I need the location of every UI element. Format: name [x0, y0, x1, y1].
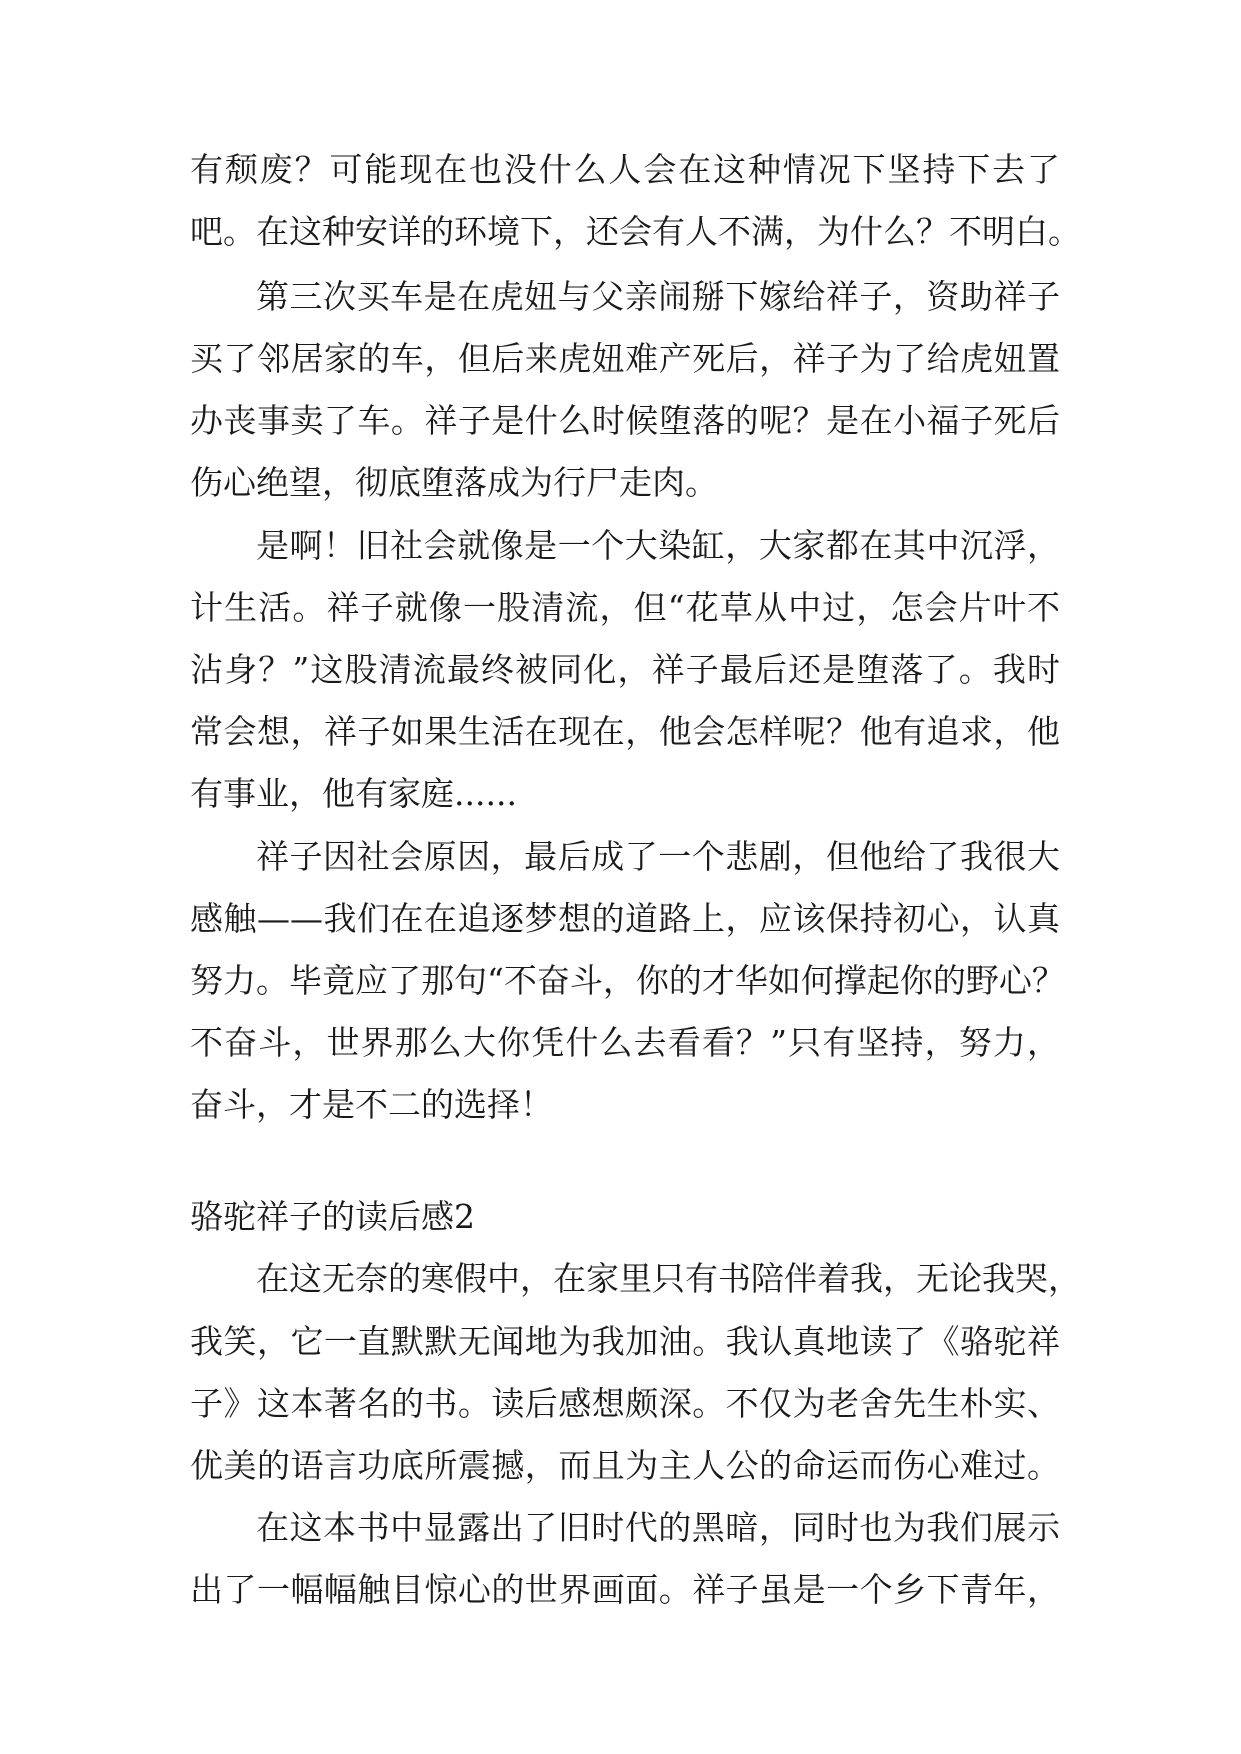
text-line: 计生活。祥子就像一股清流，但“花草从中过，怎会片叶不: [190, 588, 1060, 627]
text-line: 努力。毕竟应了那句“不奋斗，你的才华如何撑起你的野心？: [190, 961, 1065, 1000]
text-line: 买了邻居家的车，但后来虎妞难产死后，祥子为了给虎妞置: [190, 339, 1060, 378]
text-line: 感触——我们在在追逐梦想的道路上，应该保持初心，认真: [190, 899, 1060, 938]
text-line: 祥子因社会原因，最后成了一个悲剧，但他给了我很大: [256, 837, 1060, 876]
text-line: 子》这本著名的书。读后感想颇深。不仅为老舍先生朴实、: [190, 1384, 1060, 1423]
text-line: 伤心绝望，彻底堕落成为行尸走肉。: [190, 463, 718, 502]
text-line: 优美的语言功底所震撼，而且为主人公的命运而伤心难过。: [190, 1446, 1060, 1485]
text-line: 办丧事卖了车。祥子是什么时候堕落的呢？是在小福子死后: [190, 401, 1060, 440]
text-line: 沾身？”这股清流最终被同化，祥子最后还是堕落了。我时: [190, 650, 1060, 689]
text-line: 在这无奈的寒假中，在家里只有书陪伴着我，无论我哭，: [256, 1259, 1081, 1298]
text-line: 奋斗，才是不二的选择！: [190, 1085, 553, 1124]
text-line: 有事业，他有家庭......: [190, 774, 517, 813]
text-line: 有颓废？可能现在也没什么人会在这种情况下坚持下去了: [190, 150, 1060, 189]
text-line: 吧。在这种安详的环境下，还会有人不满，为什么？不明白。: [190, 212, 1081, 251]
text-line: 常会想，祥子如果生活在现在，他会怎样呢？他有追求，他: [190, 712, 1060, 751]
section-heading: 骆驼祥子的读后感2: [190, 1197, 475, 1236]
text-line: 不奋斗，世界那么大你凭什么去看看？”只有坚持，努力，: [190, 1023, 1060, 1062]
text-line: 我笑，它一直默默无闻地为我加油。我认真地读了《骆驼祥: [190, 1322, 1060, 1361]
text-line: 第三次买车是在虎妞与父亲闹掰下嫁给祥子，资助祥子: [256, 277, 1060, 316]
text-line: 出了一幅幅触目惊心的世界画面。祥子虽是一个乡下青年，: [190, 1570, 1060, 1609]
text-line: 在这本书中显露出了旧时代的黑暗，同时也为我们展示: [256, 1508, 1060, 1547]
text-line: 是啊！旧社会就像是一个大染缸，大家都在其中沉浮，: [256, 526, 1060, 565]
